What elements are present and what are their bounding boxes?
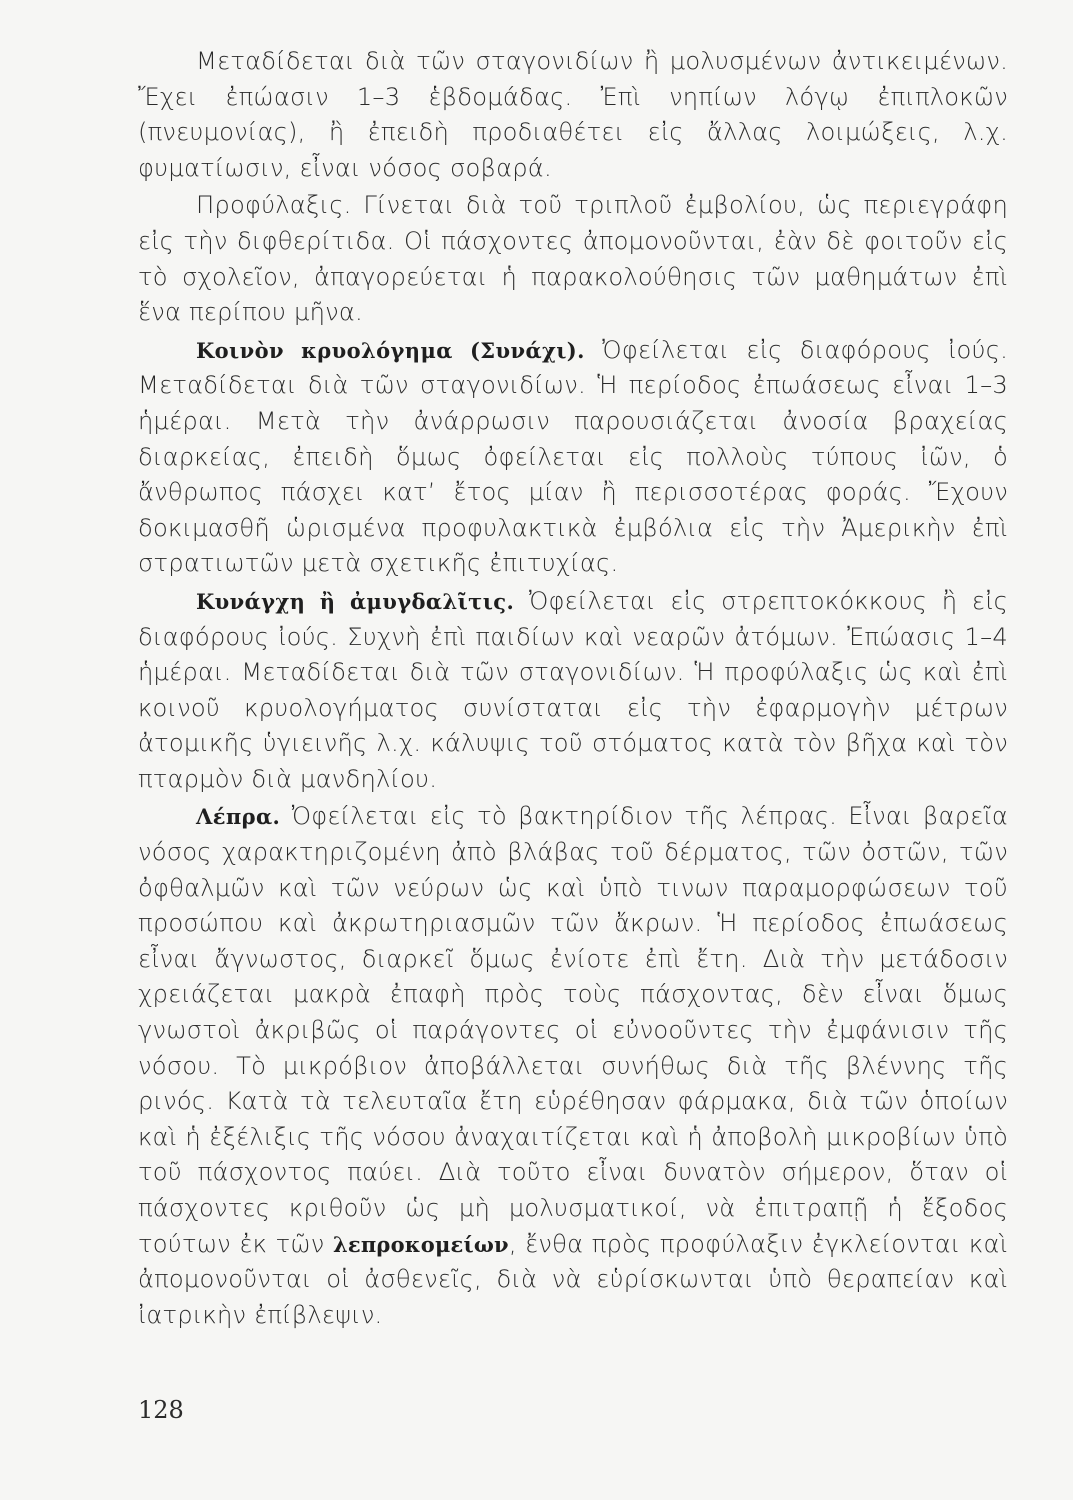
bold-term: λεπροκομείων bbox=[332, 1231, 509, 1257]
paragraph-transmission bbox=[138, 44, 1008, 186]
term-heading: Κυνάγχη ἢ ἀμυγδαλῖτις. bbox=[196, 588, 515, 614]
paragraph-text: Ὀφείλεται εἰς τὸ βακτηρίδιον τῆς λέπρας. Εἶναι βαρεῖα νόσος χαρακτηριζομένη ἀπὸ βλάβας τοῦ δέρματος, τῶν ὀστῶν, τῶν ὀφθαλμῶν καὶ τῶν νεύρων ὡς καὶ ὑπὸ τινων παραμορφώσεων τοῦ προσώπου καὶ ἀκρωτηριασμῶν τῶν ἄκρων. Ἡ περίοδος ἐπωάσεως εἶναι ἄγνωστος, διαρκεῖ ὅμως ἐνίοτε ἐπὶ ἔτη. Διὰ τὴν μετάδοσιν χρειάζεται μακρὰ ἐπαφὴ πρὸς τοὺς πάσχοντας, δὲν εἶναι ὅμως γνωστοὶ ἀκριβῶς οἱ παράγοντες οἱ εὐνοοῦντες τὴν ἐμφάνισιν τῆς νόσου. Τὸ μικρόβιον ἀποβάλλεται συνήθως διὰ τῆς βλέννης τῆς ρινός. Κατὰ τὰ τελευταῖα ἔτη εὑρέθησαν φάρμακα, διὰ τῶν ὁποίων καὶ ἡ ἐξέλιξις τῆς νόσου ἀναχαιτίζεται καὶ ἡ ἀποβολὴ μικροβίων ὑπὸ τοῦ πάσχοντος παύει. Διὰ τοῦτο εἶναι δυνατὸν σήμερον, ὅταν οἱ πάσχοντες κριθοῦν ὡς μὴ μολυσματικοί, νὰ ἐπιτραπῇ ἡ ἔξοδος τούτων ἐκ τῶν bbox=[138, 802, 1008, 1258]
page-body bbox=[138, 44, 1008, 1333]
paragraph-leprosy bbox=[138, 799, 1008, 1333]
term-heading: Λέπρα. bbox=[196, 804, 281, 830]
page-number: 128 bbox=[138, 1396, 184, 1424]
paragraph-text: Μεταδίδεται διὰ τῶν σταγονιδίων ἢ μολυσμένων ἀντικειμένων. Ἔχει ἐπώασιν 1–3 ἑβδομάδας. Ἐπὶ νηπίων λόγῳ ἐπιπλοκῶν (πνευμονίας), ἢ ἐπειδὴ προδιαθέτει εἰς ἄλλας λοιμώξεις, λ.χ. φυματίωσιν, εἶναι νόσος σοβαρά. bbox=[138, 47, 1008, 182]
paragraph-prophylaxis bbox=[138, 188, 1008, 330]
paragraph-text: Ὀφείλεται εἰς διαφόρους ἰούς. Μεταδίδεται διὰ τῶν σταγονιδίων. Ἡ περίοδος ἐπωάσεως εἶναι 1–3 ἡμέραι. Μετὰ τὴν ἀνάρρωσιν παρουσιάζεται ἀνοσία βραχείας διαρκείας, ἐπειδὴ ὅμως ὀφείλεται εἰς πολλοὺς τύπους ἰῶν, ὁ ἄνθρωπος πάσχει κατ’ ἔτος μίαν ἢ περισσοτέρας φοράς. Ἔχουν δοκιμασθῆ ὡρισμένα προφυλακτικὰ ἐμβόλια εἰς τὴν Ἀμερικὴν ἐπὶ στρατιωτῶν μετὰ σχετικῆς ἐπιτυχίας. bbox=[138, 335, 1008, 578]
term-heading: Κοινὸν κρυολόγημα (Συνάχι). bbox=[196, 337, 585, 363]
paragraph-text: , ἔνθα πρὸς προφύλαξιν ἐγκλείονται καὶ ἀπομονοῦνται οἱ ἀσθενεῖς, διὰ νὰ εὑρίσκωνται ὑπὸ θεραπείαν καὶ ἰατρικὴν ἐπίβλεψιν. bbox=[138, 1229, 1009, 1329]
paragraph-tonsillitis bbox=[138, 584, 1008, 798]
paragraph-text: Προφύλαξις. Γίνεται διὰ τοῦ τριπλοῦ ἐμβολίου, ὡς περιεγράφη εἰς τὴν διφθερίτιδα. Οἱ πάσχοντες ἀπομονοῦνται, ἐὰν δὲ φοιτοῦν εἰς τὸ σχολεῖον, ἀπαγορεύεται ἡ παρακολούθησις τῶν μαθημάτων ἐπὶ ἕνα περίπου μῆνα. bbox=[138, 191, 1008, 327]
paragraph-common-cold bbox=[138, 333, 1008, 582]
paragraph-text: Ὀφείλεται εἰς στρεπτοκόκκους ἢ εἰς διαφόρους ἰούς. Συχνὴ ἐπὶ παιδίων καὶ νεαρῶν ἀτόμων. Ἐπώασις 1–4 ἡμέραι. Μεταδίδεται διὰ τῶν σταγονιδίων. Ἡ προφύλαξις ὡς καὶ ἐπὶ κοινοῦ κρυολογήματος συνίσταται εἰς τὴν ἐφαρμογὴν μέτρων ἀτομικῆς ὑγιεινῆς λ.χ. κάλυψις τοῦ στόματος κατὰ τὸν βῆχα καὶ τὸν πταρμὸν διὰ μανδηλίου. bbox=[138, 586, 1008, 793]
